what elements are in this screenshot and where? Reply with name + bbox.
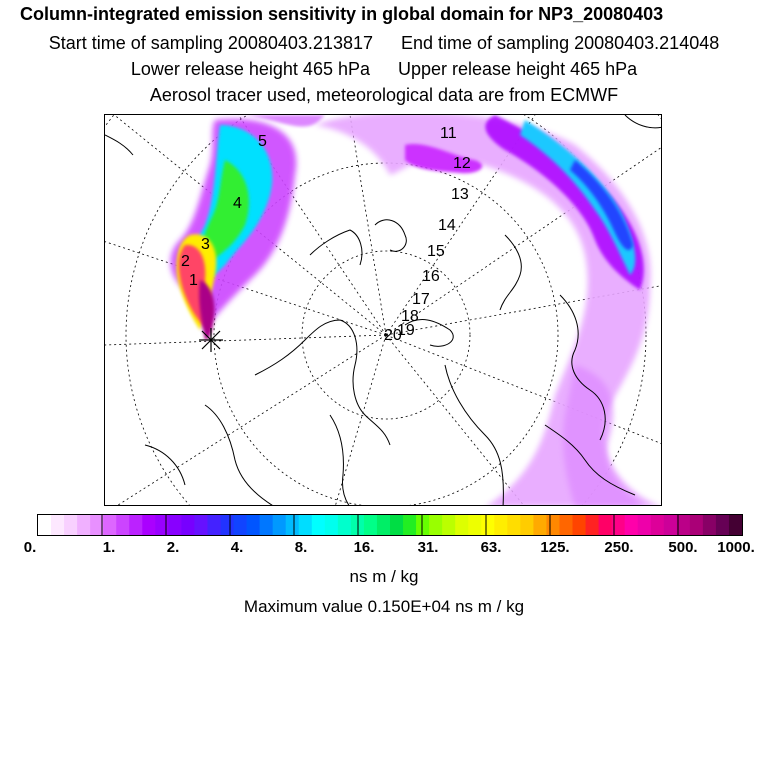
maximum-value: Maximum value 0.150E+04 ns m / kg	[243, 597, 525, 616]
colorbar-tick: 4.	[230, 539, 244, 556]
colorbar-swatch	[273, 515, 287, 535]
lower-release-height: Lower release height 465 hPa	[130, 59, 370, 79]
colorbar-swatch	[129, 515, 143, 535]
colorbar-swatch	[468, 515, 482, 535]
colorbar-swatch	[168, 515, 182, 535]
colorbar-tick: 250.	[604, 539, 634, 556]
day-label: 3	[201, 236, 210, 253]
map-canvas	[105, 115, 662, 506]
colorbar-swatch	[716, 515, 730, 535]
day-label: 15	[427, 243, 445, 260]
colorbar-swatch	[625, 515, 639, 535]
day-label: 17	[412, 291, 430, 308]
colorbar-swatch	[234, 515, 248, 535]
colorbar-swatch	[442, 515, 456, 535]
colorbar-tick: 31.	[417, 539, 439, 556]
colorbar-units: ns m / kg	[349, 567, 419, 586]
colorbar-swatch	[690, 515, 704, 535]
colorbar-swatch	[51, 515, 65, 535]
colorbar-swatch	[207, 515, 221, 535]
tracer-info: Aerosol tracer used, meteorological data are from ECMWF	[149, 85, 619, 105]
end-time: End time of sampling 20080403.214048	[401, 33, 720, 53]
colorbar-tick: 0.	[23, 539, 37, 556]
colorbar-tick: 16.	[353, 539, 375, 556]
day-label: 5	[258, 133, 267, 150]
colorbar-swatch	[677, 515, 691, 535]
colorbar-swatch	[142, 515, 156, 535]
colorbar-swatch	[299, 515, 313, 535]
colorbar-swatch	[546, 515, 560, 535]
colorbar-swatch	[155, 515, 169, 535]
colorbar-swatch	[38, 515, 52, 535]
plot-title: Column-integrated emission sensitivity in global domain for NP3_20080403	[20, 4, 664, 24]
colorbar-swatch	[507, 515, 521, 535]
day-label: 18	[401, 308, 419, 325]
colorbar-swatch	[77, 515, 91, 535]
day-label: 2	[181, 253, 190, 270]
colorbar-swatch	[181, 515, 195, 535]
colorbar-swatch	[586, 515, 600, 535]
plume-east	[315, 115, 662, 506]
start-time: Start time of sampling 20080403.213817	[48, 33, 373, 53]
colorbar-tick: 63.	[480, 539, 502, 556]
day-label: 12	[453, 155, 471, 172]
colorbar-swatch	[260, 515, 274, 535]
colorbar-swatch	[221, 515, 235, 535]
colorbar-swatch	[455, 515, 469, 535]
colorbar-swatch	[429, 515, 443, 535]
colorbar-swatch	[573, 515, 587, 535]
release-heights	[0, 59, 768, 80]
colorbar-swatch	[599, 515, 613, 535]
colorbar-swatch	[103, 515, 117, 535]
colorbar-swatch	[729, 515, 742, 535]
colorbar-tick: 8.	[294, 539, 308, 556]
colorbar-swatch	[64, 515, 78, 535]
colorbar-swatch	[312, 515, 326, 535]
colorbar-tick: 2.	[166, 539, 180, 556]
day-label: 1	[189, 272, 198, 289]
polar-map	[104, 114, 662, 506]
colorbar-swatch	[364, 515, 378, 535]
colorbar-swatches	[38, 515, 742, 535]
colorbar-tick: 1000.	[717, 539, 755, 556]
colorbar-swatch	[390, 515, 404, 535]
day-label: 19	[397, 322, 415, 339]
colorbar-swatch	[481, 515, 495, 535]
colorbar-swatch	[116, 515, 130, 535]
day-label: 14	[438, 217, 456, 234]
colorbar-swatch	[377, 515, 391, 535]
day-label: 16	[422, 268, 440, 285]
upper-release-height: Upper release height 465 hPa	[398, 59, 638, 79]
day-label: 11	[440, 125, 457, 142]
colorbar-swatch	[494, 515, 508, 535]
colorbar	[37, 514, 743, 536]
colorbar-swatch	[416, 515, 430, 535]
plume-west	[171, 115, 325, 340]
colorbar-tick-labels	[0, 539, 768, 559]
colorbar-swatch	[338, 515, 352, 535]
day-label: 20	[384, 327, 402, 344]
colorbar-swatch	[194, 515, 208, 535]
colorbar-swatch	[325, 515, 339, 535]
day-label: 4	[233, 195, 242, 212]
colorbar-swatch	[664, 515, 678, 535]
sampling-times	[0, 33, 768, 54]
colorbar-swatch	[651, 515, 665, 535]
colorbar-swatch	[638, 515, 652, 535]
release-site-marker	[199, 328, 223, 352]
day-label: 13	[451, 186, 469, 203]
colorbar-swatch	[403, 515, 417, 535]
colorbar-swatch	[520, 515, 534, 535]
colorbar-swatch	[286, 515, 300, 535]
colorbar-swatch	[247, 515, 261, 535]
colorbar-tick: 1.	[102, 539, 116, 556]
colorbar-tick: 125.	[540, 539, 570, 556]
colorbar-swatch	[533, 515, 547, 535]
colorbar-tick: 500.	[668, 539, 698, 556]
colorbar-swatch	[703, 515, 717, 535]
colorbar-swatch	[559, 515, 573, 535]
